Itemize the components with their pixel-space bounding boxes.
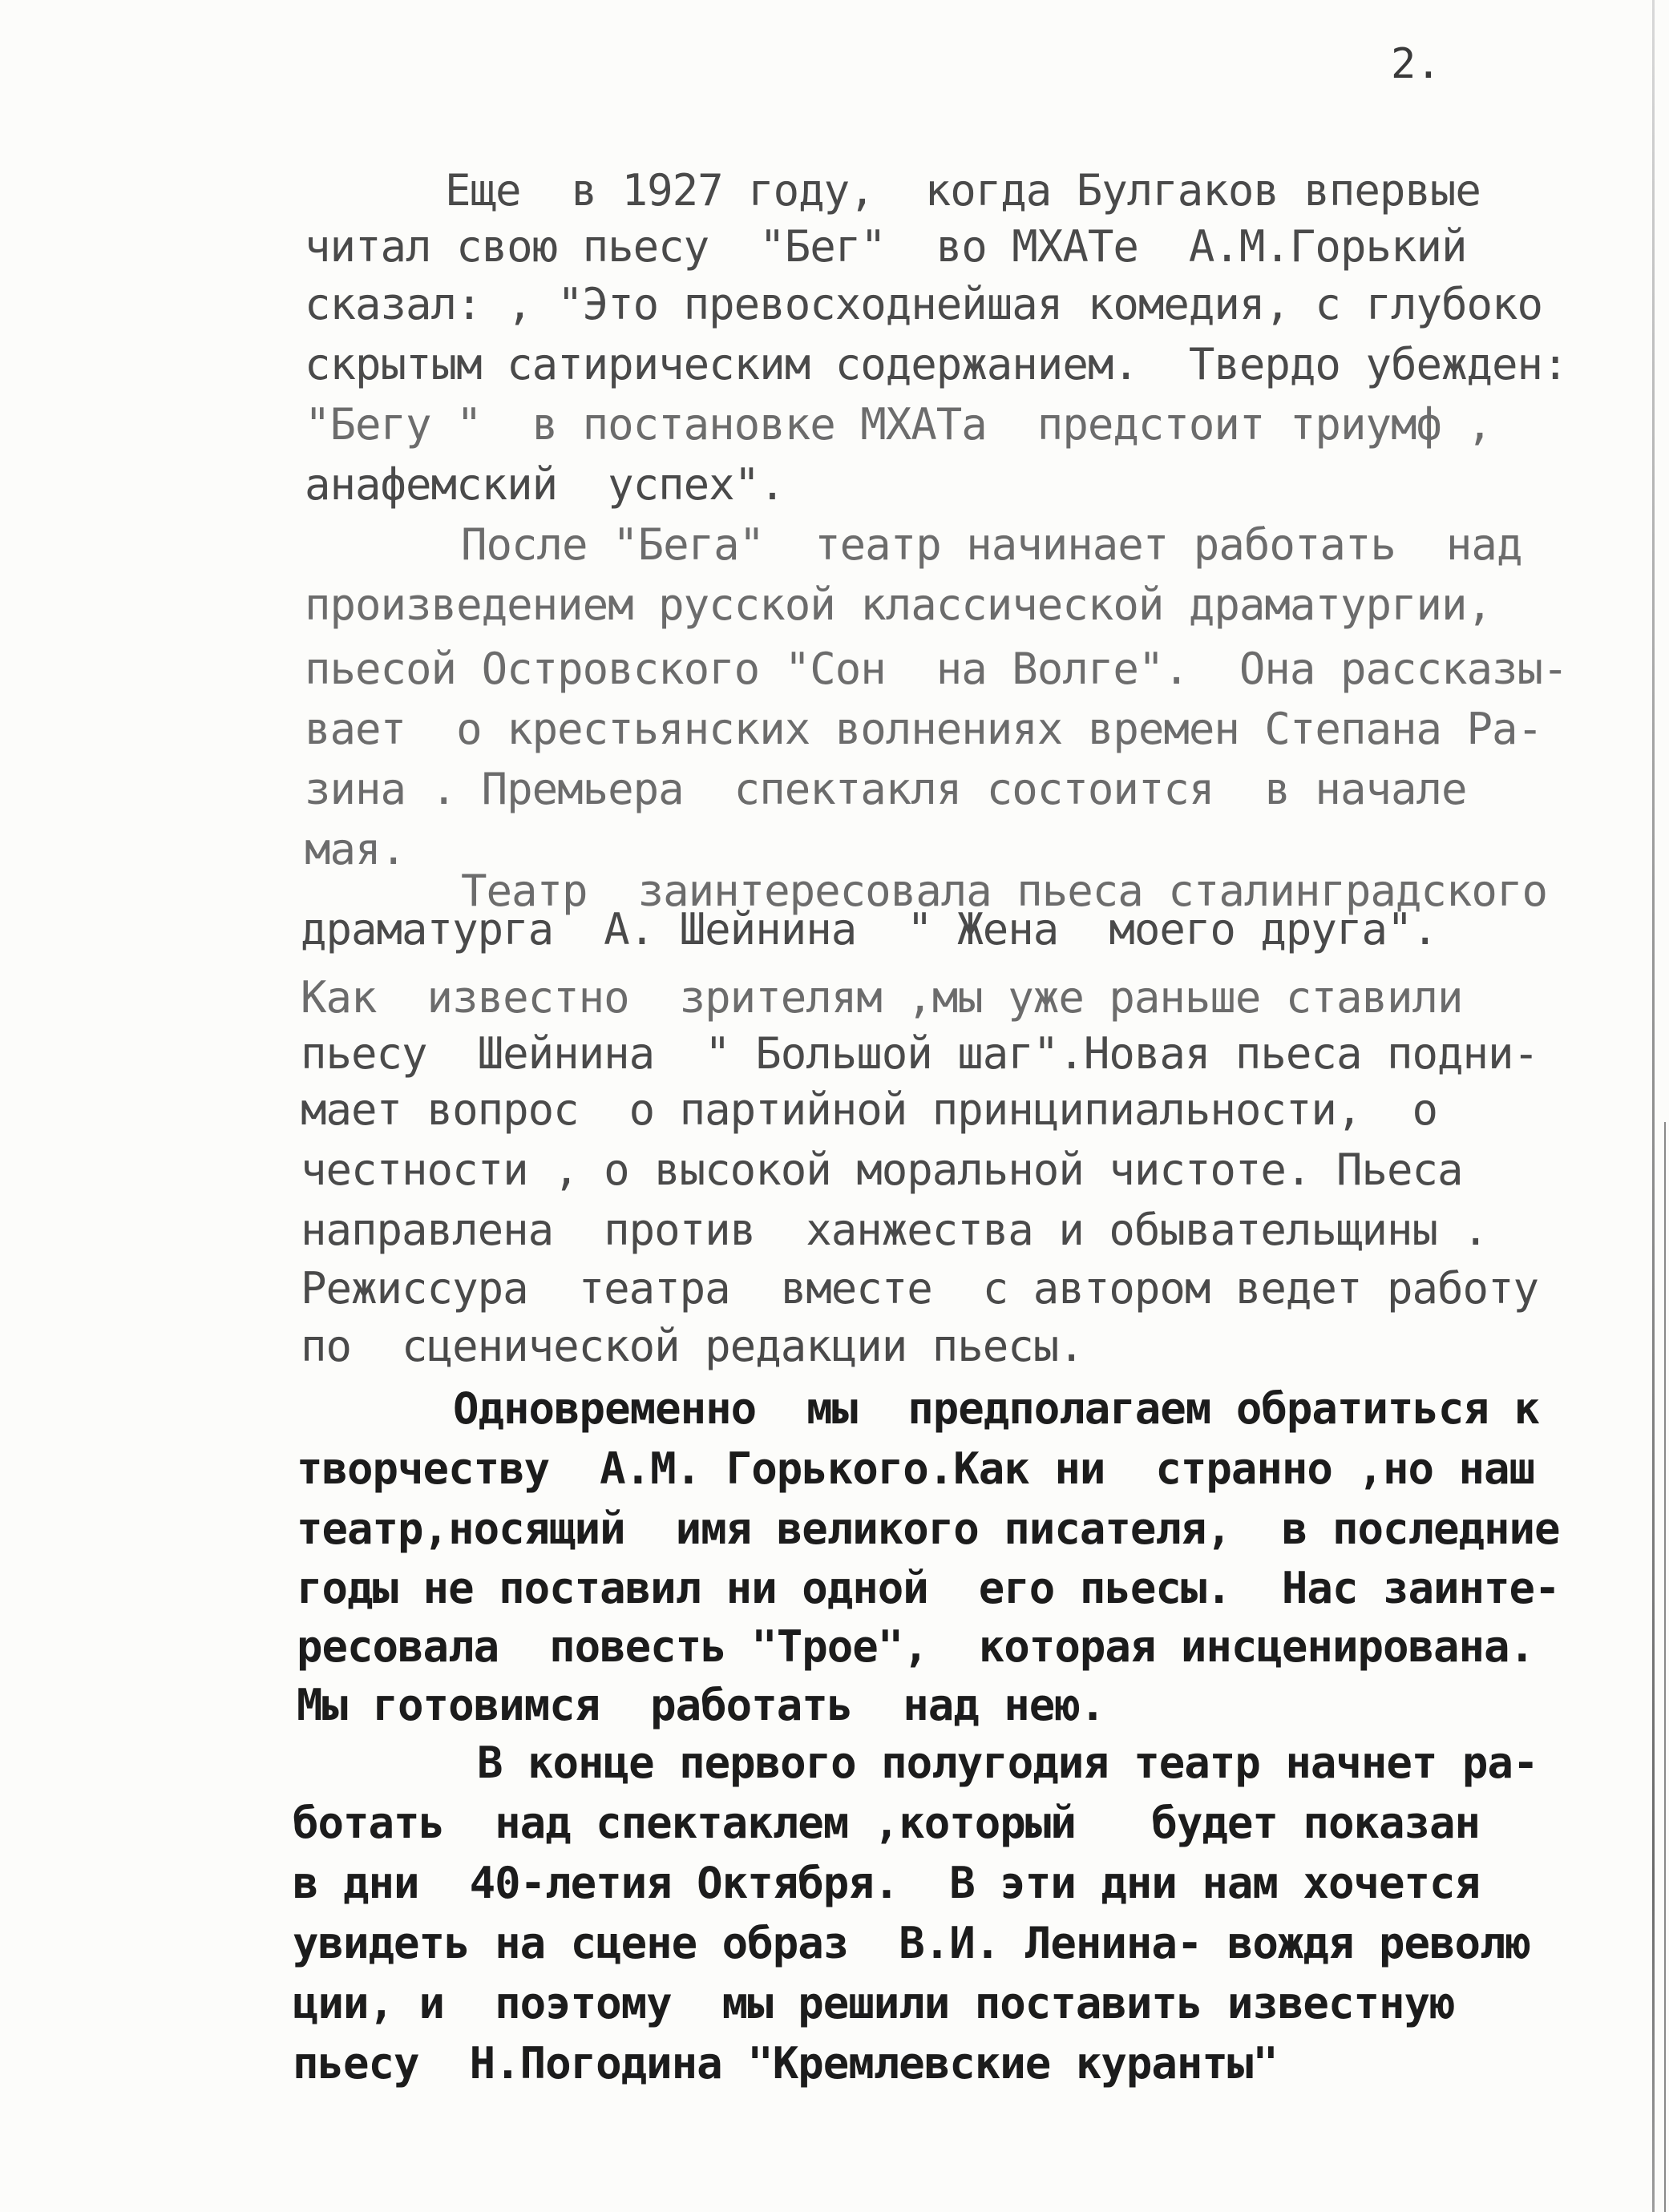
text-line: в дни 40-летия Октября. В эти дни нам хочется: [293, 1858, 1481, 1908]
text-line: Одновременно мы предполагаем обратиться к: [453, 1383, 1539, 1434]
text-line: произведением русской классической драматургии,: [305, 579, 1493, 630]
text-line: "Бегу " в постановке МХАТа предстоит триумф ,: [305, 399, 1493, 450]
text-line: В конце первого полугодия театр начнет ра-: [477, 1738, 1538, 1788]
text-line: пьесу Шейнина " Большой шаг".Новая пьеса подни-: [301, 1028, 1539, 1079]
text-line: мает вопрос о партийной принципиальности, о: [301, 1084, 1437, 1135]
text-line: драматурга А. Шейнина " Жена моего друга".: [301, 904, 1437, 955]
text-line: ботать над спектаклем ,который будет показан: [293, 1798, 1481, 1848]
text-line: Мы готовимся работать над нею.: [297, 1680, 1105, 1730]
text-line: ции, и поэтому мы решили поставить известную: [293, 1978, 1455, 2028]
text-line: анафемский успех".: [305, 459, 785, 510]
text-line: зина . Премьера спектакля состоится в начале: [305, 764, 1467, 814]
text-line: Режиссура театра вместе с автором ведет работу: [301, 1263, 1539, 1314]
text-line: по сценической редакции пьесы.: [301, 1321, 1084, 1371]
text-line: вает о крестьянских волнениях времен Степана Ра-: [305, 704, 1543, 754]
text-line: пьесой Островского "Сон на Волге". Она рассказы-: [305, 644, 1568, 694]
text-line: творчеству А.М. Горького.Как ни странно ,но наш: [297, 1443, 1535, 1494]
text-line: мая.: [305, 824, 406, 874]
page-number: 2.: [1391, 40, 1441, 88]
page-edge-line: [1664, 1122, 1666, 2212]
text-line: честности , о высокой моральной чистоте. Пьеса: [301, 1144, 1463, 1195]
text-line: сказал: , "Это превосходнейшая комедия, с глубоко: [305, 279, 1543, 329]
text-line: театр,носящий имя великого писателя, в последние: [297, 1504, 1560, 1554]
text-line: Театр заинтересовала пьеса сталинградского: [461, 866, 1547, 916]
text-line: увидеть на сцене образ В.И. Ленина- вождя револю: [293, 1918, 1531, 1968]
page-edge-shadow: [1652, 0, 1655, 2212]
text-line: Как известно зрителям ,мы уже раньше ставили: [301, 972, 1463, 1023]
text-line: направлена против ханжества и обывательщины .: [301, 1205, 1489, 1255]
text-line: скрытым сатирическим содержанием. Твердо убежден:: [305, 339, 1568, 390]
text-line: читал свою пьесу "Бег" во МХАТе А.М.Горький: [305, 221, 1467, 272]
text-line: Еще в 1927 году, когда Булгаков впервые: [445, 165, 1481, 216]
text-line: пьесу Н.Погодина "Кремлевские куранты": [293, 2038, 1278, 2089]
text-line: После "Бега" театр начинает работать над: [461, 519, 1522, 570]
text-line: годы не поставил ни одной его пьесы. Нас заинте-: [297, 1563, 1560, 1613]
text-line: ресовала повесть "Трое", которая инсценирована.: [297, 1621, 1535, 1672]
